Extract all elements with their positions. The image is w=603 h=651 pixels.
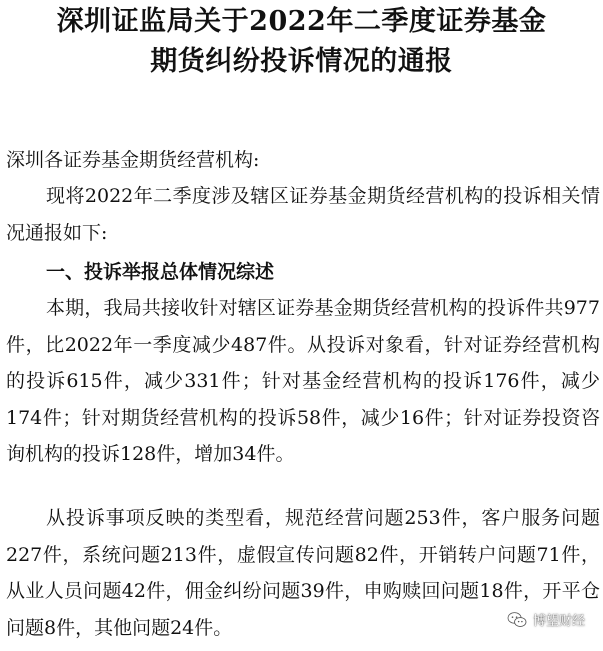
- watermark: [507, 610, 585, 629]
- document-title: [0, 0, 603, 82]
- complaint-types-paragraph: 从投诉事项反映的类型看，规范经营问题253件，客户服务问题227件，系统问题213件，虚假宣传问题82件，开销转户问题71件，从业人员问题42件，佣金纠纷问题39件，申购赎回问题18件，开平仓问题8件，其他问题24件。: [6, 507, 600, 639]
- title-line-2: 期货纠纷投诉情况的通报: [150, 46, 453, 77]
- complaint-summary-paragraph: 本期，我局共接收针对辖区证券基金期货经营机构的投诉件共977件，比2022年一季度减少487件。从投诉对象看，针对证券经营机构的投诉615件，减少331件；针对基金经营机构的投诉176件，减少174件；针对期货经营机构的投诉58件，减少16件；针对证券投资咨询机构的投诉128件，增加34件。: [6, 297, 600, 465]
- watermark-label: 博望财经: [532, 614, 585, 629]
- intro-paragraph: 现将2022年二季度涉及辖区证券基金期货经营机构的投诉相关情况通报如下:: [6, 185, 600, 244]
- section-heading: 一、投诉举报总体情况综述: [46, 261, 275, 283]
- salutation: 深圳各证券基金期货经营机构:: [6, 149, 260, 171]
- wechat-icon: [507, 611, 527, 629]
- title-line-1: 深圳证监局关于2022年二季度证券基金: [56, 6, 547, 37]
